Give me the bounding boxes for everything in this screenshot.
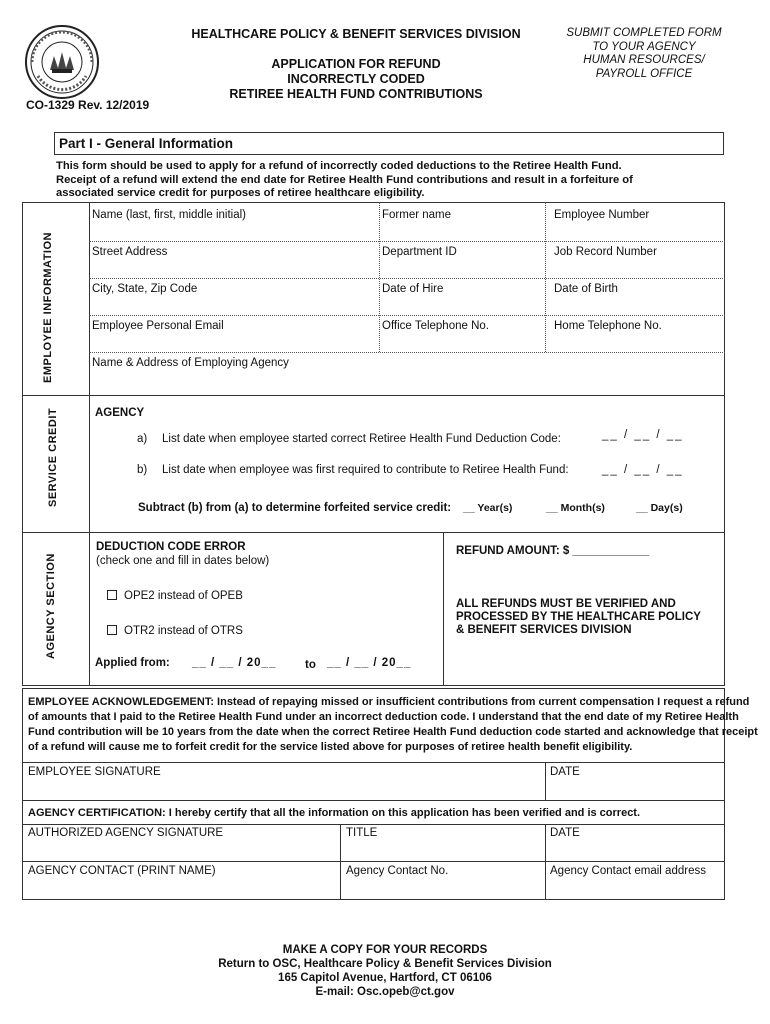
agency-section-label: AGENCY SECTION <box>45 553 57 659</box>
ack-line: EMPLOYEE ACKNOWLEDGEMENT: Instead of repaying missed or insufficient contributions from current compensation I request a refund <box>28 696 750 708</box>
applied-from-label: Applied from: <box>95 657 170 669</box>
street-address-field[interactable]: Street Address <box>92 246 168 258</box>
verify-line: & BENEFIT SERVICES DIVISION <box>456 624 632 636</box>
intro-line: This form should be used to apply for a refund of incorrectly coded deductions to the Retiree Health Fund. <box>56 160 622 172</box>
part1-title: Part I - General Information <box>59 136 234 151</box>
line-a-text: List date when employee started correct Retiree Health Fund Deduction Code: <box>162 433 561 445</box>
title-field[interactable]: TITLE <box>346 827 378 839</box>
home-phone-field[interactable]: Home Telephone No. <box>554 320 662 332</box>
checkbox-icon[interactable] <box>107 625 117 635</box>
contact-name-field[interactable]: AGENCY CONTACT (PRINT NAME) <box>28 865 216 877</box>
line-a-marker: a) <box>137 433 148 445</box>
verify-line: PROCESSED BY THE HEALTHCARE POLICY <box>456 611 701 623</box>
city-state-zip-field[interactable]: City, State, Zip Code <box>92 283 198 295</box>
to-label: to <box>305 659 316 671</box>
employee-date-field[interactable]: DATE <box>550 766 580 778</box>
form-title-line2: INCORRECTLY CODED <box>287 72 425 86</box>
line-b-date[interactable]: __ / __ / __ <box>602 464 684 476</box>
part1-title-box <box>54 132 724 155</box>
ack-line: of a refund will cause me to forfeit credit for the service listed above for purposes of retiree health benefit eligibility. <box>28 741 633 753</box>
department-id-field[interactable]: Department ID <box>382 246 457 258</box>
certification-date-field[interactable]: DATE <box>550 827 580 839</box>
line-b-text: List date when employee was first required to contribute to Retiree Health Fund: <box>162 464 569 476</box>
option-label: OPE2 instead of OPEB <box>124 590 243 602</box>
office-phone-field[interactable]: Office Telephone No. <box>382 320 489 332</box>
option-label: OTR2 instead of OTRS <box>124 625 243 637</box>
footer-line: MAKE A COPY FOR YOUR RECORDS <box>282 944 488 956</box>
part1-intro <box>56 160 633 201</box>
deduction-sub: (check one and fill in dates below) <box>96 555 270 567</box>
former-name-field[interactable]: Former name <box>382 209 452 221</box>
submit-line: PAYROLL OFFICE <box>595 67 693 80</box>
footer-line: 165 Capitol Avenue, Hartford, CT 06106 <box>278 972 492 984</box>
agency-label: AGENCY <box>95 407 145 419</box>
footer <box>100 943 670 999</box>
state-seal-icon <box>24 24 100 100</box>
birth-date-field[interactable]: Date of Birth <box>554 283 618 295</box>
deduction-title: DEDUCTION CODE ERROR <box>96 541 246 553</box>
authorized-signature-field[interactable]: AUTHORIZED AGENCY SIGNATURE <box>28 827 224 839</box>
division-title: HEALTHCARE POLICY & BENEFIT SERVICES DIVISION <box>191 27 521 41</box>
acknowledgement-text <box>28 695 758 755</box>
footer-email[interactable]: E-mail: Osc.opeb@ct.gov <box>315 986 455 998</box>
subtract-text: Subtract (b) from (a) to determine forfeited service credit: <box>138 502 452 514</box>
contact-email-field[interactable]: Agency Contact email address <box>550 865 706 877</box>
form-title-line3: RETIREE HEALTH FUND CONTRIBUTIONS <box>229 87 483 101</box>
name-field[interactable]: Name (last, first, middle initial) <box>92 209 247 221</box>
verify-notice <box>456 598 701 637</box>
submit-line: HUMAN RESOURCES/ <box>583 54 705 66</box>
submit-instruction <box>550 27 738 81</box>
employee-number-field[interactable]: Employee Number <box>554 209 650 221</box>
email-field[interactable]: Employee Personal Email <box>92 320 224 332</box>
days-field[interactable]: __ Day(s) <box>636 502 683 514</box>
ack-line: Fund contribution will be 10 years from the date when the correct Retiree Health Fund deduction code started and acknowledge that receipt <box>28 726 758 738</box>
certification-text: AGENCY CERTIFICATION: I hereby certify that all the information on this application has been verified and is correct. <box>28 807 641 819</box>
to-date-field[interactable]: __ / __ / 20__ <box>327 657 412 669</box>
agency-address-field[interactable]: Name & Address of Employing Agency <box>92 357 289 369</box>
submit-line: TO YOUR AGENCY <box>592 40 696 53</box>
hire-date-field[interactable]: Date of Hire <box>382 283 444 295</box>
submit-line: SUBMIT COMPLETED FORM <box>566 27 722 39</box>
job-record-field[interactable]: Job Record Number <box>554 246 657 258</box>
intro-line: Receipt of a refund will extend the end date for Retiree Health Fund contributions and result in a forfeiture of <box>56 173 633 186</box>
option-otr2[interactable] <box>107 625 243 638</box>
years-field[interactable]: __ Year(s) <box>463 502 513 514</box>
employee-info-label: EMPLOYEE INFORMATION <box>42 232 54 383</box>
employee-signature-field[interactable]: EMPLOYEE SIGNATURE <box>28 766 161 778</box>
checkbox-icon[interactable] <box>107 590 117 600</box>
option-ope2[interactable] <box>107 590 243 603</box>
service-credit-label: SERVICE CREDIT <box>47 407 59 507</box>
form-title-line1: APPLICATION FOR REFUND <box>271 57 441 71</box>
refund-amount-field[interactable]: REFUND AMOUNT: $ ____________ <box>456 545 650 557</box>
form-number: CO-1329 Rev. 12/2019 <box>26 98 150 112</box>
line-a-date[interactable]: __ / __ / __ <box>602 429 684 441</box>
ack-line: of amounts that I paid to the Retiree Health Fund under an incorrect deduction code. I understand that the end date of my Retiree Health <box>28 711 739 723</box>
contact-number-field[interactable]: Agency Contact No. <box>346 865 449 877</box>
line-b-marker: b) <box>137 464 148 476</box>
footer-line: Return to OSC, Healthcare Policy & Benefit Services Division <box>218 958 552 970</box>
verify-line: ALL REFUNDS MUST BE VERIFIED AND <box>456 598 676 610</box>
months-field[interactable]: __ Month(s) <box>546 502 605 514</box>
intro-line: associated service credit for purposes of retiree healthcare eligibility. <box>56 187 425 199</box>
from-date-field[interactable]: __ / __ / 20__ <box>192 657 277 669</box>
